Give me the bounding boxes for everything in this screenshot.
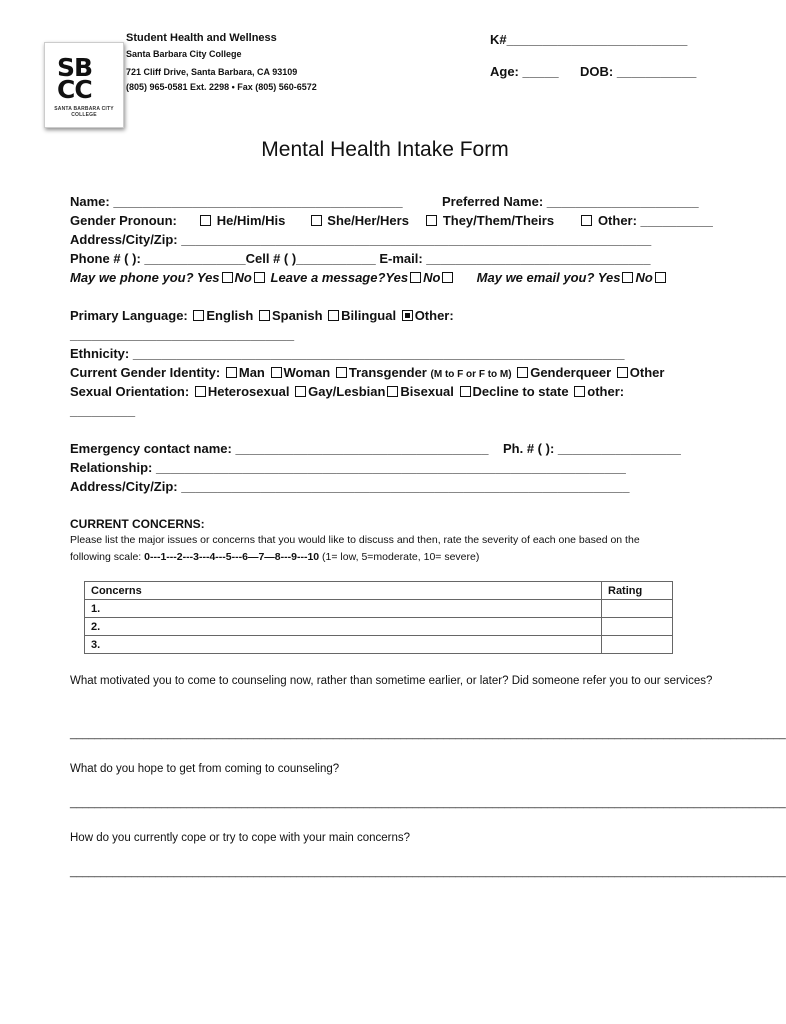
leave-message-label: Leave a message?Yes [270,270,409,285]
concerns-table [84,581,673,654]
message-no-label: No [423,270,441,285]
may-email-label: May we email you? Yes [476,270,621,285]
phone-no-label: No [234,270,252,285]
english-label: English [206,308,254,323]
sexual-orientation-row [70,383,624,401]
language-row [70,307,454,325]
transgender-checkbox[interactable] [336,367,347,378]
table-row [85,636,673,654]
man-checkbox[interactable] [226,367,237,378]
she-checkbox[interactable] [311,215,322,226]
english-checkbox[interactable] [193,310,204,321]
phone-row [70,250,650,268]
name-field[interactable]: Name: ________________________________________ [70,194,403,209]
phone-no-checkbox[interactable] [254,272,265,283]
question-1: What motivated you to come to counseling now, rather than sometime earlier, or later? Did someone refer you to our services? [70,675,713,687]
answer-line-3[interactable]: _____________________________________________________________________________________________________________________ [70,866,786,878]
logo-letters [57,53,111,104]
bisexual-label: Bisexual [400,384,454,399]
org-name: Student Health and Wellness [126,32,277,44]
table-row [85,618,673,636]
form-title: Mental Health Intake Form [261,138,509,161]
language-other-field[interactable]: _______________________________ [70,327,295,342]
concerns-instructions-line-1: Please list the major issues or concerns that you would like to discuss and then, rate the severity of each one based on the [70,534,640,546]
table-row [85,600,673,618]
phone-field[interactable]: Phone # ( ): ______________ [70,251,246,266]
gender-pronoun-label: Gender Pronoun: [70,213,177,228]
heterosexual-checkbox[interactable] [195,386,206,397]
scale-prefix: following scale: [70,551,145,563]
emergency-phone-field[interactable]: Ph. # ( ): _________________ [503,441,681,456]
transgender-note: (M to F or F to M) [430,369,512,380]
message-yes-checkbox[interactable] [410,272,421,283]
bisexual-checkbox[interactable] [387,386,398,397]
concern-2-cell[interactable]: 2. [85,618,602,636]
gay-lesbian-checkbox[interactable] [295,386,306,397]
they-checkbox[interactable] [426,215,437,226]
concerns-heading: CURRENT CONCERNS: [70,517,205,531]
email-no-checkbox[interactable] [655,272,666,283]
college-address: 721 Cliff Drive, Santa Barbara, CA 93109 [126,67,298,77]
gender-identity-label: Current Gender Identity: [70,365,221,380]
concerns-instructions-line-2 [70,549,730,566]
scale-suffix: (1= low, 5=moderate, 10= severe) [319,551,480,563]
he-checkbox[interactable] [200,215,211,226]
gay-lesbian-label: Gay/Lesbian [308,384,386,399]
concerns-column-header: Concerns [85,582,602,600]
spanish-checkbox[interactable] [259,310,270,321]
decline-checkbox[interactable] [460,386,471,397]
age-field[interactable]: Age: _____ [490,64,559,79]
sexual-orientation-label: Sexual Orientation: [70,384,190,399]
gender-identity-row [70,364,664,384]
concern-3-cell[interactable]: 3. [85,636,602,654]
severity-scale: 0---1---2---3---4---5---6—7—8---9---10 [144,551,320,563]
dob-field[interactable]: DOB: ___________ [580,64,697,79]
contact-permission-row [70,269,668,287]
genderqueer-label: Genderqueer [530,365,612,380]
email-field[interactable]: E-mail: _______________________________ [379,251,651,266]
relationship-field[interactable]: Relationship: _________________________________________________________________ [70,460,626,475]
man-label: Man [238,365,265,380]
orientation-other-label: other: [587,384,625,399]
rating-2-cell[interactable] [602,618,673,636]
bilingual-checkbox[interactable] [328,310,339,321]
address-field[interactable]: Address/City/Zip: _________________________________________________________________ [70,232,652,247]
bilingual-label: Bilingual [341,308,397,323]
rating-1-cell[interactable] [602,600,673,618]
genderqueer-checkbox[interactable] [517,367,528,378]
logo-line-1: SB [57,53,93,82]
heterosexual-label: Heterosexual [207,384,290,399]
answer-line-2[interactable]: _____________________________________________________________________________________________________________________ [70,797,786,809]
phone-yes-checkbox[interactable] [222,272,233,283]
spanish-label: Spanish [271,308,323,323]
k-number-field[interactable]: K#_________________________ [490,32,688,47]
concerns-instructions [70,532,730,566]
gender-pronoun-row [70,212,713,230]
question-2: What do you hope to get from coming to counseling? [70,763,340,775]
college-name: Santa Barbara City College [126,49,242,59]
ethnicity-field[interactable]: Ethnicity: ____________________________________________________________________ [70,346,625,361]
preferred-name-field[interactable]: Preferred Name: _____________________ [442,194,699,209]
orientation-other-checkbox[interactable] [574,386,585,397]
emergency-contact-field[interactable]: Emergency contact name: ___________________________________ [70,441,489,456]
language-other-checkbox[interactable] [402,310,413,321]
she-label: She/Her/Hers [327,213,409,228]
may-phone-label: May we phone you? Yes [70,270,220,285]
language-other-label: Other: [414,308,454,323]
decline-label: Decline to state [472,384,569,399]
college-phone-fax: (805) 965-0581 Ext. 2298 • Fax (805) 560-6572 [126,82,317,92]
rating-3-cell[interactable] [602,636,673,654]
email-no-label: No [635,270,653,285]
he-label: He/Him/His [216,213,286,228]
gender-other-checkbox[interactable] [617,367,628,378]
answer-line-1[interactable]: _____________________________________________________________________________________________________________________ [70,728,786,740]
woman-checkbox[interactable] [271,367,282,378]
logo-line-2: CC [57,75,92,104]
they-label: They/Them/Theirs [442,213,555,228]
pronoun-other-checkbox[interactable] [581,215,592,226]
emergency-address-field[interactable]: Address/City/Zip: ______________________________________________________________ [70,479,630,494]
pronoun-other-field[interactable]: Other: __________ [597,213,713,228]
woman-label: Woman [283,365,331,380]
orientation-other-field[interactable]: _________ [70,403,136,418]
table-header-row [85,582,673,600]
concern-1-cell[interactable]: 1. [85,600,602,618]
primary-language-label: Primary Language: [70,308,188,323]
email-yes-checkbox[interactable] [622,272,633,283]
logo-subtitle: SANTA BARBARA CITY COLLEGE [54,106,114,118]
message-no-checkbox[interactable] [442,272,453,283]
sbcc-logo [44,42,124,128]
transgender-label: Transgender [348,365,427,380]
rating-column-header: Rating [602,582,673,600]
gender-other-label: Other [629,365,665,380]
question-3: How do you currently cope or try to cope with your main concerns? [70,832,411,844]
cell-field[interactable]: Cell # ( )___________ [245,251,376,266]
